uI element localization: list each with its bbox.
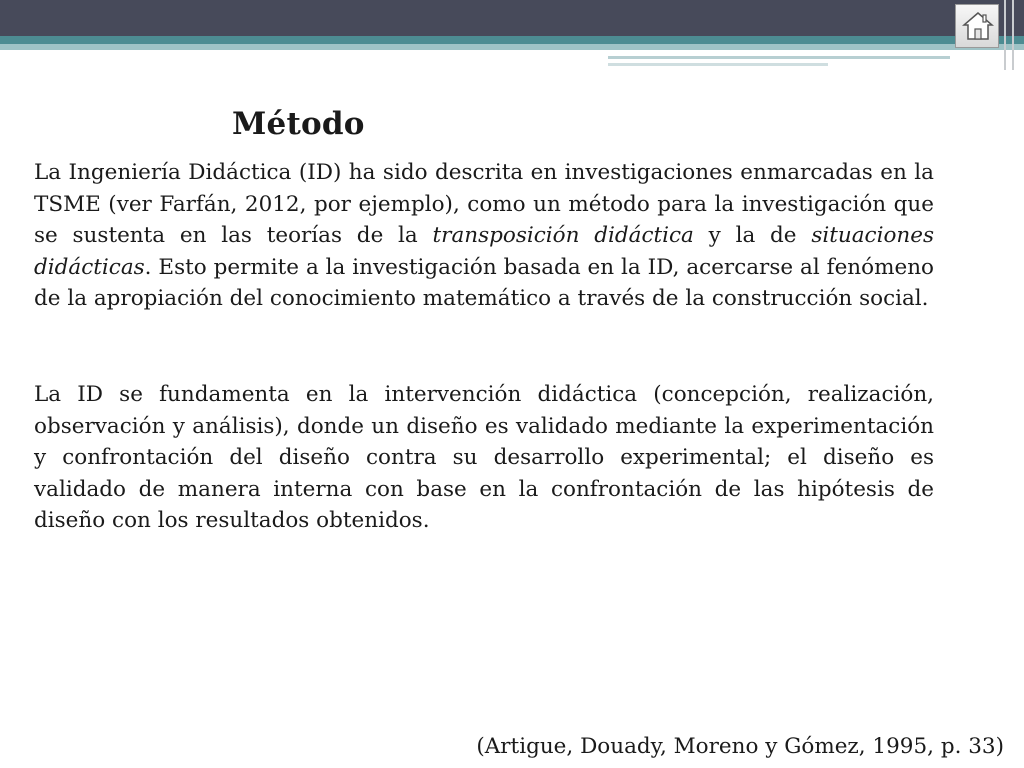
header-accent-stripe xyxy=(0,36,1024,44)
decorative-line xyxy=(608,56,950,59)
citation: (Artigue, Douady, Moreno y Gómez, 1995, p. 33) xyxy=(476,734,1004,759)
paragraph-1 xyxy=(34,157,934,315)
home-icon xyxy=(962,10,994,42)
paragraph-1-text-c: . Esto permite a la investigación basada en la ID, acercarse al fenómeno de la apropiación del conocimiento matemático a través de la construcción social. xyxy=(34,254,934,311)
decorative-vertical-line xyxy=(1004,0,1006,70)
paragraph-1-emphasis-a: transposición didáctica xyxy=(432,223,694,248)
paragraph-1-text-b: y la de xyxy=(693,223,812,248)
header-bar xyxy=(0,0,1024,36)
home-button[interactable] xyxy=(955,4,999,48)
slide-title: Método xyxy=(232,106,365,142)
paragraph-1-emphasis-b: situaciones didácticas xyxy=(34,223,934,280)
paragraph-2: La ID se fundamenta en la intervención didáctica (concepción, realización, observación y análisis), donde un diseño es validado mediante la experimentación y confrontación del diseño contra su desarrollo experimental; el diseño es validado de manera interna con base en la confrontación de las hipótesis de diseño con los resultados obtenidos. xyxy=(34,382,934,533)
paragraph-1-text-a: La Ingeniería Didáctica (ID) ha sido descrita en investigaciones enmarcadas en la TSME (ver Farfán, 2012, por ejemplo), como un método para la investigación que se sustenta en las teorías de la xyxy=(34,160,934,248)
decorative-line xyxy=(608,63,828,66)
decorative-vertical-line xyxy=(1012,0,1014,70)
header-light-stripe xyxy=(0,44,1024,50)
